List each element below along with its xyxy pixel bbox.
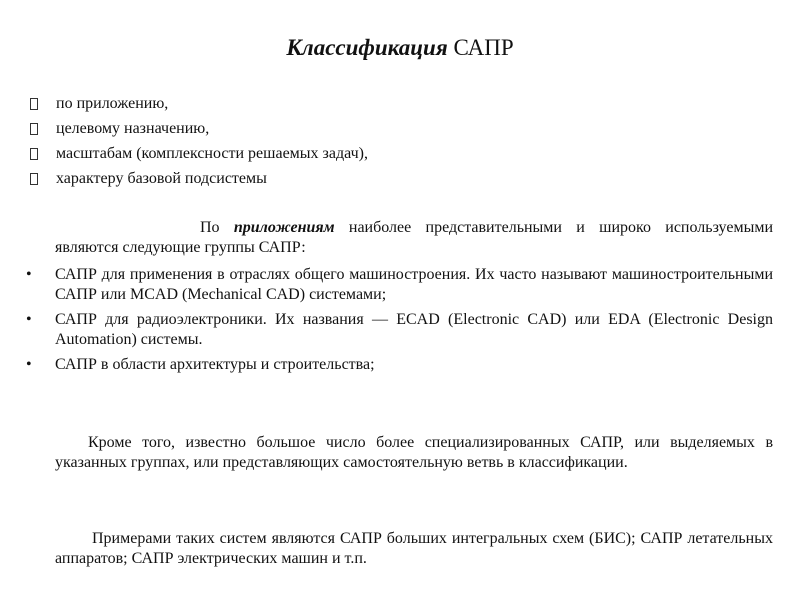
- square-bullet-icon: [30, 98, 38, 110]
- group-item-text: САПР в области архитектуры и строительства;: [55, 356, 375, 373]
- criteria-item: [30, 166, 368, 191]
- group-item: [26, 355, 773, 375]
- criteria-item: [30, 91, 368, 116]
- bullet-dot-icon: •: [26, 311, 32, 328]
- criteria-item-text: по приложению,: [56, 95, 169, 112]
- criteria-item: [30, 141, 368, 166]
- criteria-item-text: целевому назначению,: [56, 120, 210, 137]
- criteria-item-text: масштабам (комплексности решаемых задач),: [56, 145, 368, 162]
- classification-criteria-list: [30, 91, 368, 191]
- cad-groups-list: [0, 265, 773, 380]
- square-bullet-icon: [30, 148, 38, 160]
- bullet-dot-icon: •: [26, 266, 32, 283]
- group-item-text: САПР для применения в отраслях общего машиностроения. Их часто называют машиностроительными САПР или MCAD (Mechanical CAD) системами;: [55, 266, 773, 303]
- title-rest: САПР: [453, 35, 514, 60]
- criteria-item: [30, 116, 368, 141]
- examples-paragraph: Примерами таких систем являются САПР больших интегральных схем (БИС); САПР летательных аппаратов; САПР электрических машин и т.п.: [55, 530, 773, 567]
- intro-paragraph: [55, 218, 773, 258]
- bullet-dot-icon: •: [26, 356, 32, 373]
- square-bullet-icon: [30, 173, 38, 185]
- square-bullet-icon: [30, 123, 38, 135]
- intro-keyword: приложениям: [233, 219, 335, 236]
- intro-rest: наиболее представительными и широко используемыми являются следующие группы САПР:: [55, 219, 774, 256]
- group-item: [26, 265, 773, 305]
- group-item-text: САПР для радиоэлектроники. Их названия — ECAD (Electronic CAD) или EDA (Electronic Design Automation) системы.: [55, 311, 773, 348]
- title-emphasis: Классификация: [286, 35, 448, 60]
- criteria-item-text: характеру базовой подсистемы: [56, 170, 267, 187]
- group-item: [26, 310, 773, 350]
- intro-lead: По: [200, 219, 220, 236]
- page-title: [0, 34, 800, 62]
- specialized-cad-paragraph: Кроме того, известно большое число более специализированных САПР, или выделяемых в указанных группах, или представляющих самостоятельную ветвь в классификации.: [55, 434, 773, 471]
